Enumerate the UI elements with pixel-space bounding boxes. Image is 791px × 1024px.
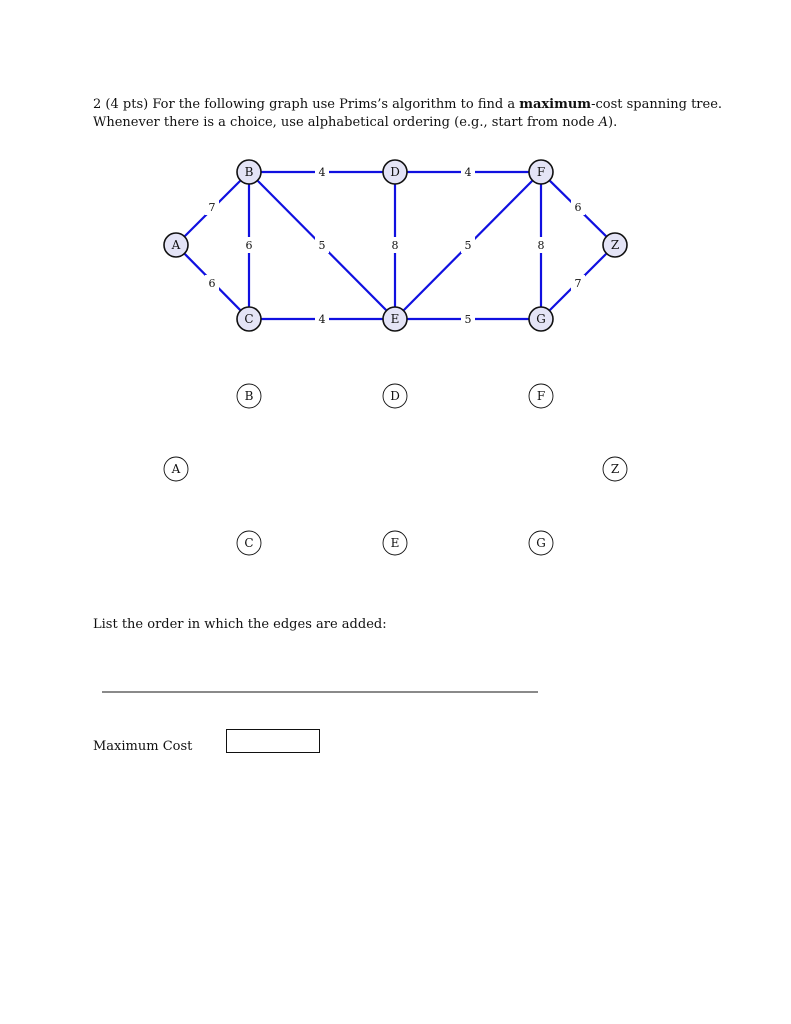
- edge-weight-b-e: 5: [318, 239, 326, 252]
- node-label: F: [536, 165, 546, 179]
- edge-weight-f-z: 6: [574, 201, 582, 214]
- answer-node-g[interactable]: [529, 531, 553, 555]
- node-label: G: [536, 312, 546, 326]
- edge-weight-b-d: 4: [318, 166, 326, 179]
- answer-node-e[interactable]: [383, 531, 407, 555]
- edge-weight-e-f: 5: [464, 239, 472, 252]
- node-label: Z: [610, 238, 620, 252]
- node-c: [237, 307, 261, 331]
- edge-weight-d-f: 4: [464, 166, 472, 179]
- answer-node-d[interactable]: [383, 384, 407, 408]
- question-text-after: -cost spanning tree. Whenever there is a choice, use alphabetical ordering (e.g., start from node: [93, 97, 723, 130]
- node-label: A: [171, 238, 181, 252]
- node-z: [603, 233, 627, 257]
- answer-node-label: E: [390, 536, 400, 550]
- node-label: B: [244, 165, 254, 179]
- edge-weight-a-b: 7: [208, 201, 216, 214]
- question-points: (4 pts): [105, 97, 149, 112]
- edge-weight-d-e: 8: [391, 239, 399, 252]
- node-label: D: [390, 165, 400, 179]
- edge-weight-b-c: 6: [245, 239, 253, 252]
- edge-weight-e-g: 5: [464, 313, 472, 326]
- edge-weight-f-g: 8: [537, 239, 545, 252]
- edge-order-answer-line[interactable]: [102, 691, 538, 693]
- answer-node-label: Z: [610, 462, 620, 476]
- answer-node-label: C: [244, 536, 254, 550]
- edge-weight-c-e: 4: [318, 313, 326, 326]
- node-g: [529, 307, 553, 331]
- answer-node-f[interactable]: [529, 384, 553, 408]
- node-a: [164, 233, 188, 257]
- question-number: 2: [93, 97, 102, 112]
- answer-graph[interactable]: [164, 384, 627, 555]
- question-text-before: For the following graph use Prims’s algorithm to find a: [152, 97, 516, 112]
- question-start-node: A: [598, 115, 609, 130]
- edge-weight-a-c: 6: [208, 277, 216, 290]
- answer-node-z[interactable]: [603, 457, 627, 481]
- question-bold-word: maximum: [519, 97, 592, 112]
- weighted-graph: [164, 160, 627, 331]
- node-f: [529, 160, 553, 184]
- node-b: [237, 160, 261, 184]
- answer-node-label: G: [536, 536, 546, 550]
- node-label: E: [390, 312, 400, 326]
- edge-weight-g-z: 7: [574, 277, 582, 290]
- answer-node-label: D: [390, 389, 400, 403]
- answer-node-c[interactable]: [237, 531, 261, 555]
- maximum-cost-input[interactable]: [226, 729, 320, 753]
- answer-node-label: A: [171, 462, 181, 476]
- node-label: C: [244, 312, 254, 326]
- maximum-cost-label: Maximum Cost: [93, 739, 193, 754]
- node-d: [383, 160, 407, 184]
- question-closing: ).: [608, 115, 618, 130]
- answer-node-b[interactable]: [237, 384, 261, 408]
- edge-order-prompt: List the order in which the edges are added:: [93, 617, 387, 632]
- answer-node-label: B: [244, 389, 254, 403]
- node-e: [383, 307, 407, 331]
- answer-node-a[interactable]: [164, 457, 188, 481]
- answer-node-label: F: [536, 389, 546, 403]
